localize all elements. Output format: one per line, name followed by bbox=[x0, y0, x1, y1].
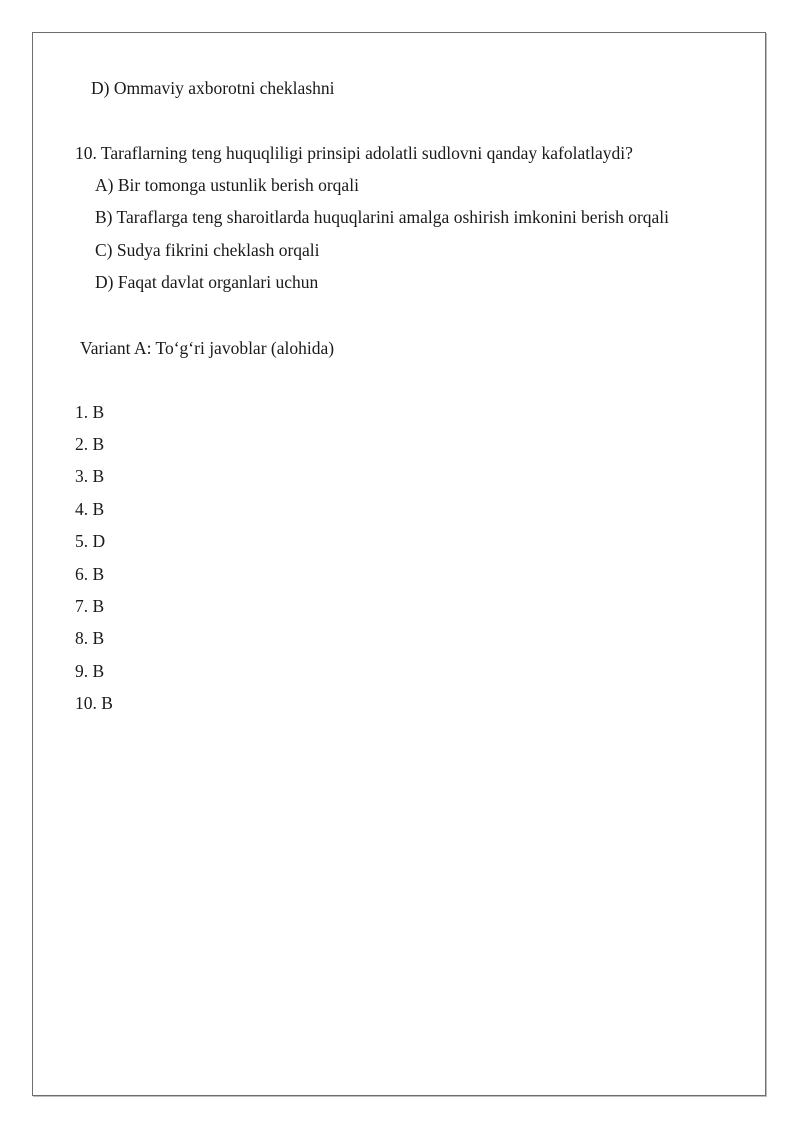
answer-item: 2. B bbox=[75, 434, 105, 454]
question-10-option-b: B) Taraflarga teng sharoitlarda huquqlarini amalga oshirish imkonini berish orqali bbox=[95, 207, 670, 227]
answer-item: 9. B bbox=[75, 661, 105, 681]
answer-item: 5. D bbox=[75, 531, 106, 551]
answer-item: 3. B bbox=[75, 466, 105, 486]
answers-heading: Variant A: To‘g‘ri javoblar (alohida) bbox=[80, 338, 335, 358]
answer-item: 8. B bbox=[75, 628, 105, 648]
answer-item: 10. B bbox=[75, 693, 113, 713]
answer-item: 6. B bbox=[75, 564, 105, 584]
answer-item: 1. B bbox=[75, 402, 105, 422]
prev-question-option-d: D) Ommaviy axborotni cheklashni bbox=[91, 78, 335, 98]
question-10-option-c: C) Sudya fikrini cheklash orqali bbox=[95, 240, 320, 260]
answer-item: 7. B bbox=[75, 596, 105, 616]
question-10-option-d: D) Faqat davlat organlari uchun bbox=[95, 272, 319, 292]
question-10-option-a: A) Bir tomonga ustunlik berish orqali bbox=[95, 175, 359, 195]
answer-item: 4. B bbox=[75, 499, 105, 519]
question-10-text: 10. Taraflarning teng huquqliligi prinsipi adolatli sudlovni qanday kafolatlaydi? bbox=[75, 143, 633, 163]
